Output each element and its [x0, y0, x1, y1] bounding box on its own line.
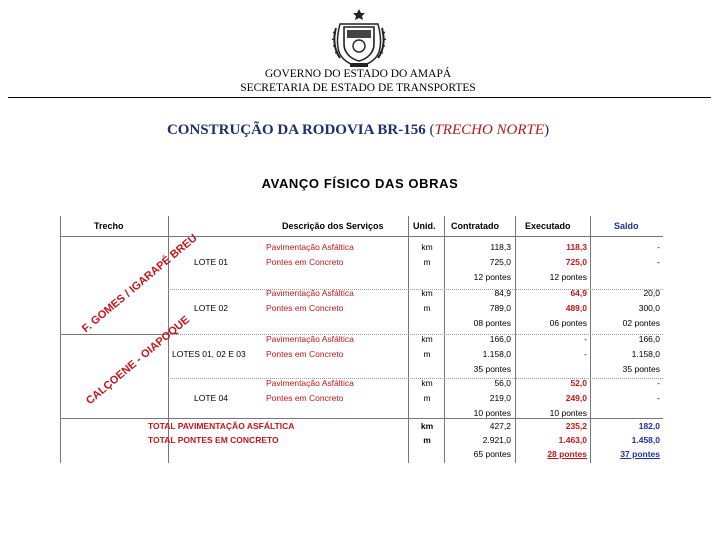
executed-value: 06 pontes: [549, 318, 587, 328]
section-label: CALÇOENE - OIAPOQUE: [84, 313, 192, 408]
progress-table: [60, 216, 663, 463]
total-balance: 37 pontes: [620, 449, 660, 459]
column-divider: [444, 216, 445, 463]
executed-value: 64,9: [570, 288, 587, 298]
balance-value: 20,0: [643, 288, 660, 298]
executed-value: 12 pontes: [549, 272, 587, 282]
contracted-value: 56,0: [494, 378, 511, 388]
balance-value: 1.158,0: [631, 349, 660, 359]
title-text: CONSTRUÇÃO DA RODOVIA BR-156: [166, 122, 426, 138]
contracted-value: 84,9: [494, 288, 511, 298]
total-contracted: 427,2: [489, 421, 511, 431]
header-contratado: Contratado: [451, 221, 499, 231]
contracted-value: 219,0: [489, 393, 511, 403]
total-contracted: 2.921,0: [482, 435, 511, 445]
executed-value: 118,3: [566, 242, 587, 252]
contracted-value: 08 pontes: [473, 318, 511, 328]
service-name: Pontes em Concreto: [266, 257, 344, 267]
sheet-title: AVANÇO FÍSICO DAS OBRAS: [261, 176, 459, 191]
service-name: Pontes em Concreto: [266, 303, 344, 313]
total-balance: 182,0: [638, 421, 660, 431]
contracted-value: 1.158,0: [482, 349, 511, 359]
lot-name: LOTE 04: [194, 393, 229, 403]
total-executed: 235,2: [565, 421, 587, 431]
total-executed: 1.463,0: [558, 435, 587, 445]
balance-value: -: [657, 393, 660, 403]
service-name: Pavimentação Asfáltica: [266, 334, 354, 344]
service-name: Pavimentação Asfáltica: [266, 378, 354, 388]
section-label: F. GOMES / IGARAPÉ BREU: [80, 232, 200, 336]
header-unid: Unid.: [413, 221, 436, 231]
unit-value: m: [423, 257, 431, 267]
executed-value: 10 pontes: [549, 408, 587, 418]
total-balance: 1.458,0: [631, 435, 660, 445]
unit-value: km: [421, 378, 433, 388]
total-unit: km: [420, 421, 434, 431]
executed-value: 489,0: [565, 303, 587, 313]
total-executed: 28 pontes: [547, 449, 587, 459]
contracted-value: 10 pontes: [473, 408, 511, 418]
balance-value: -: [657, 378, 660, 388]
column-divider: [408, 216, 409, 463]
column-divider: [515, 216, 516, 463]
lot-name: LOTE 01: [194, 257, 229, 267]
total-label: TOTAL PONTES EM CONCRETO: [148, 435, 279, 445]
balance-value: 02 pontes: [622, 318, 660, 328]
header-trecho: Trecho: [94, 221, 124, 231]
header-rule: [60, 236, 663, 237]
balance-value: 300,0: [638, 303, 660, 313]
coat-of-arms-icon: [330, 8, 388, 68]
executed-value: -: [584, 349, 587, 359]
contracted-value: 789,0: [489, 303, 511, 313]
unit-value: km: [421, 288, 433, 298]
document-title: [0, 122, 716, 139]
contracted-value: 118,3: [490, 242, 511, 252]
unit-value: m: [423, 349, 431, 359]
executed-value: 249,0: [565, 393, 587, 403]
header-saldo: Saldo: [614, 221, 639, 231]
total-contracted: 65 pontes: [473, 449, 511, 459]
service-name: Pavimentação Asfáltica: [266, 242, 354, 252]
government-name: GOVERNO DO ESTADO DO AMAPÁ: [264, 68, 452, 80]
service-name: Pavimentação Asfáltica: [266, 288, 354, 298]
service-name: Pontes em Concreto: [266, 349, 344, 359]
table-border-left: [60, 216, 61, 463]
total-label: TOTAL PAVIMENTAÇÃO ASFÁLTICA: [148, 421, 295, 431]
unit-value: km: [421, 334, 433, 344]
unit-value: m: [423, 393, 431, 403]
balance-value: -: [657, 242, 660, 252]
contracted-value: 725,0: [489, 257, 511, 267]
balance-value: -: [657, 257, 660, 267]
lot-name: LOTES 01, 02 E 03: [172, 349, 246, 359]
executed-value: -: [584, 334, 587, 344]
unit-value: m: [423, 303, 431, 313]
balance-value: 35 pontes: [622, 364, 660, 374]
service-name: Pontes em Concreto: [266, 393, 344, 403]
executed-value: 725,0: [565, 257, 587, 267]
secretariat-name: SECRETARIA DE ESTADO DE TRANSPORTES: [240, 82, 476, 94]
lot-name: LOTE 02: [194, 303, 229, 313]
unit-value: km: [421, 242, 433, 252]
contracted-value: 35 pontes: [473, 364, 511, 374]
header-descricao: Descrição dos Serviços: [282, 221, 384, 231]
header-executado: Executado: [525, 221, 571, 231]
title-subtitle: (TRECHO NORTE): [429, 122, 550, 138]
section-rule: [60, 334, 168, 335]
column-divider: [590, 216, 591, 463]
header-divider: [8, 97, 711, 98]
executed-value: 52,0: [570, 378, 587, 388]
contracted-value: 166,0: [489, 334, 511, 344]
total-unit: m: [423, 435, 431, 445]
balance-value: 166,0: [638, 334, 660, 344]
contracted-value: 12 pontes: [473, 272, 511, 282]
